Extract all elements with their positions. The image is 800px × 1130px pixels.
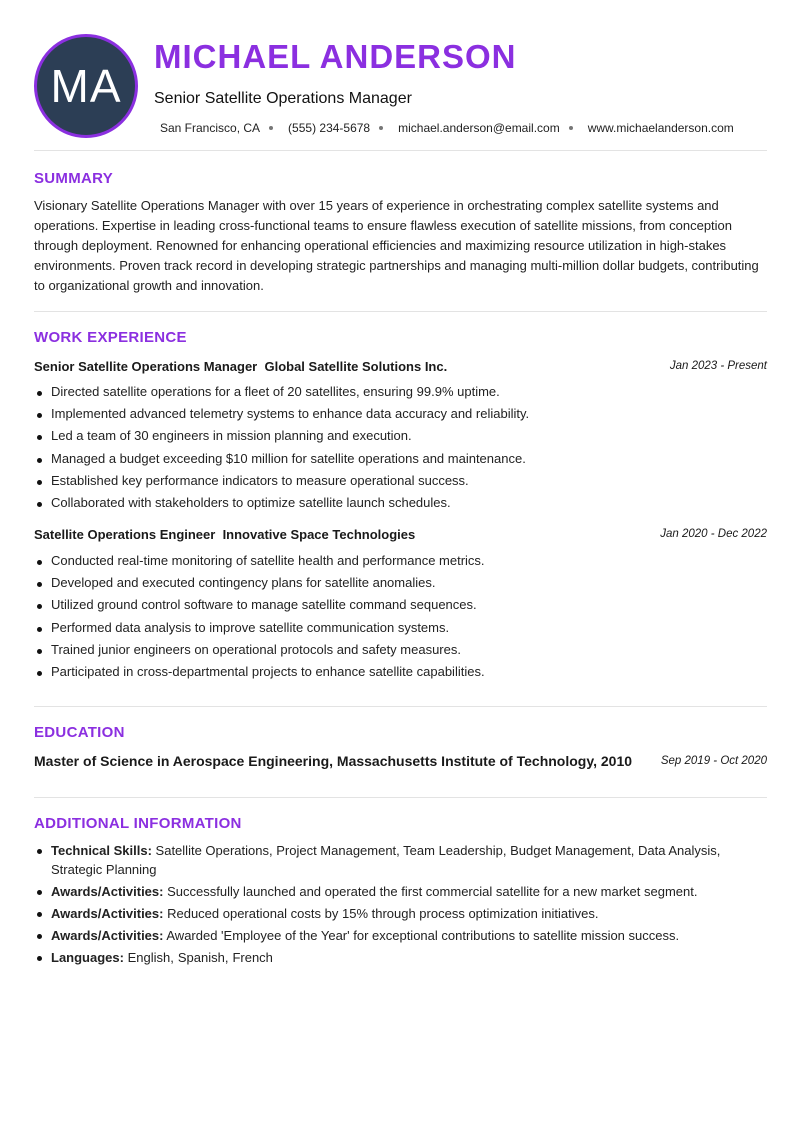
contact-location: San Francisco, CA	[160, 121, 288, 135]
section-divider	[34, 311, 767, 312]
list-item	[34, 904, 767, 923]
job-title: Satellite Operations Engineer	[34, 527, 216, 542]
candidate-title: Senior Satellite Operations Manager	[154, 90, 412, 107]
language: Spanish,	[177, 950, 229, 965]
job-bullets	[34, 552, 767, 685]
summary-text: Visionary Satellite Operations Manager with over 15 years of experience in orchestrating complex satellite systems and operations. Expertise in leading cross-functional teams to ensure flawless execution of satellite missions, from conception through deployment. Renowned for enhancing operational efficiencies and maximizing resource utilization in high-stakes environments. Proven track record in developing strategic partnerships and managing multi-million dollar budgets, contributing to organizational growth and innovation.	[34, 198, 759, 293]
item-text: Reduced operational costs by 15% through process optimization initiatives.	[167, 906, 599, 921]
list-item: Developed and executed contingency plans for satellite anomalies.	[34, 574, 767, 596]
education-degree: Master of Science in Aerospace Engineering, Massachusetts Institute of Technology, 2010	[34, 753, 633, 769]
item-label: Awards/Activities:	[51, 884, 164, 899]
list-item	[34, 882, 767, 901]
list-item: Managed a budget exceeding $10 million for satellite operations and maintenance.	[34, 450, 767, 472]
list-item: Led a team of 30 engineers in mission planning and execution.	[34, 427, 767, 449]
resume-header	[34, 34, 767, 144]
item-label: Awards/Activities:	[51, 928, 164, 943]
job-header	[34, 359, 767, 377]
education-heading: EDUCATION	[34, 724, 125, 741]
list-item	[34, 926, 767, 945]
work-experience-heading: WORK EXPERIENCE	[34, 329, 187, 346]
job-dates: Jan 2020 - Dec 2022	[660, 528, 767, 540]
list-item	[34, 841, 767, 879]
separator-dot	[569, 126, 573, 130]
language: English,	[127, 950, 174, 965]
languages-label: Languages:	[51, 950, 124, 965]
list-item: Utilized ground control software to manage satellite command sequences.	[34, 596, 767, 618]
job-title: Senior Satellite Operations Manager	[34, 359, 258, 374]
contact-email: michael.anderson@email.com	[398, 121, 588, 135]
item-label: Technical Skills:	[51, 843, 152, 858]
list-item: Participated in cross-departmental projects to enhance satellite capabilities.	[34, 663, 767, 685]
list-item: Implemented advanced telemetry systems to enhance data accuracy and reliability.	[34, 405, 767, 427]
list-item: Performed data analysis to improve satellite communication systems.	[34, 619, 767, 641]
job-title-company	[34, 527, 415, 542]
avatar: MA	[34, 34, 138, 138]
education-dates: Sep 2019 - Oct 2020	[660, 755, 767, 767]
additional-info-heading: ADDITIONAL INFORMATION	[34, 815, 242, 832]
job-bullets	[34, 383, 767, 516]
job-company: Global Satellite Solutions Inc.	[264, 359, 448, 374]
job-company: Innovative Space Technologies	[222, 527, 416, 542]
item-label: Awards/Activities:	[51, 906, 164, 921]
education-entry	[34, 753, 767, 773]
list-item: Trained junior engineers on operational protocols and safety measures.	[34, 641, 767, 663]
job-header	[34, 527, 767, 545]
job-dates: Jan 2023 - Present	[669, 360, 767, 372]
separator-dot	[379, 126, 383, 130]
candidate-name: MICHAEL ANDERSON	[154, 38, 517, 75]
contact-website: www.michaelanderson.com	[587, 121, 734, 135]
language: French	[232, 950, 273, 965]
list-item: Established key performance indicators to measure operational success.	[34, 472, 767, 494]
list-item: Directed satellite operations for a fleet of 20 satellites, ensuring 99.9% uptime.	[34, 383, 767, 405]
list-item	[34, 948, 767, 967]
item-text: Awarded 'Employee of the Year' for exceptional contributions to satellite mission success.	[166, 928, 680, 943]
additional-info-list	[34, 841, 767, 970]
section-divider	[34, 706, 767, 707]
job-title-company	[34, 359, 447, 374]
section-divider	[34, 150, 767, 151]
list-item: Conducted real-time monitoring of satellite health and performance metrics.	[34, 552, 767, 574]
summary-heading: SUMMARY	[34, 170, 114, 187]
separator-dot	[269, 126, 273, 130]
item-text: Satellite Operations, Project Management, Team Leadership, Budget Management, Data Analysis, Strategic Planning	[51, 843, 721, 877]
contact-phone: (555) 234-5678	[288, 121, 398, 135]
item-text: Successfully launched and operated the first commercial satellite for a new market segment.	[167, 884, 698, 899]
contact-bar	[160, 121, 734, 135]
list-item: Collaborated with stakeholders to optimize satellite launch schedules.	[34, 494, 767, 516]
section-divider	[34, 797, 767, 798]
